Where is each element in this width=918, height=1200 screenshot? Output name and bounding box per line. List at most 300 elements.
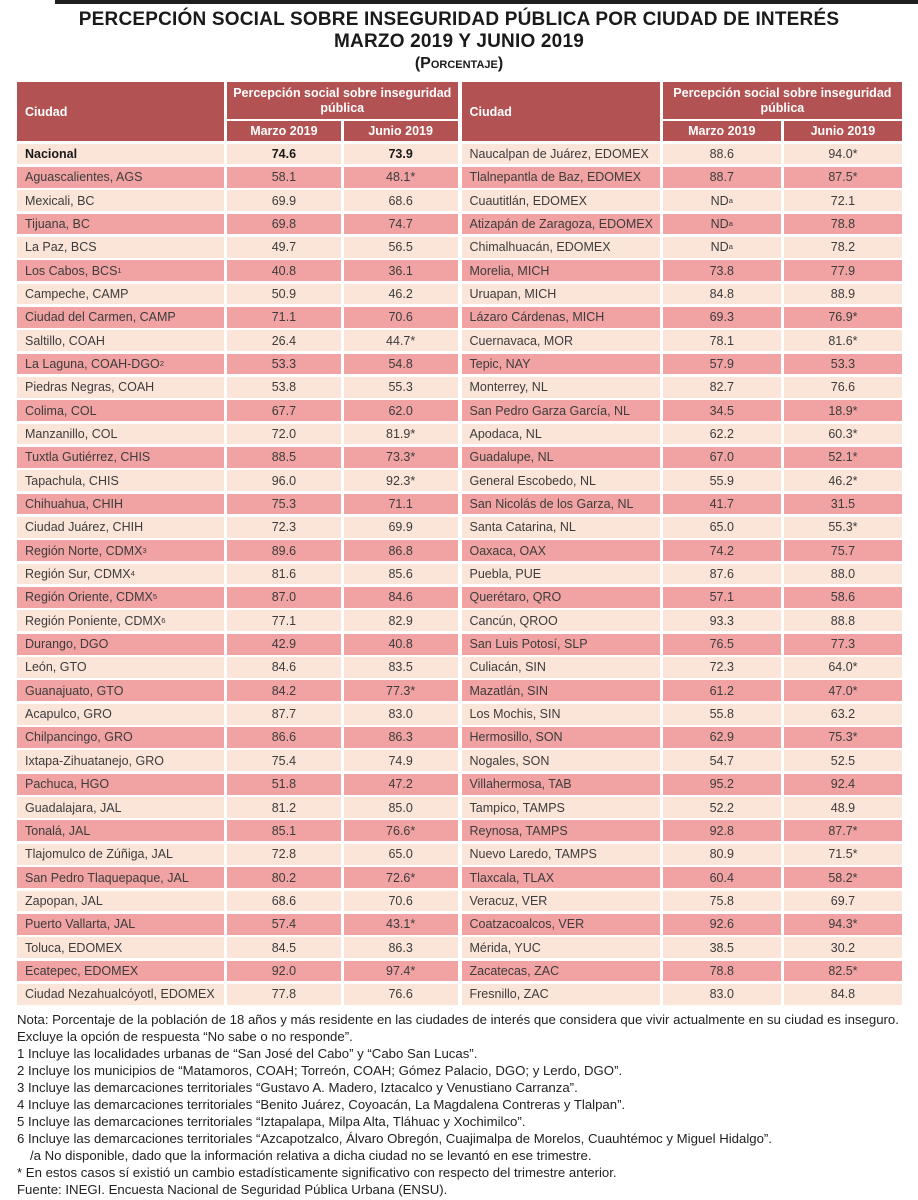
marzo-cell: 92.0 xyxy=(224,961,341,982)
junio-cell: 86.3 xyxy=(341,727,458,748)
marzo-cell: 26.4 xyxy=(224,330,341,351)
city-cell: Durango, DGO xyxy=(17,634,224,655)
junio-cell: 77.9 xyxy=(781,260,902,281)
marzo-cell: 42.9 xyxy=(224,634,341,655)
marzo-cell: 49.7 xyxy=(224,237,341,258)
table-row xyxy=(17,214,458,235)
table-row xyxy=(17,680,458,701)
city-cell: Región Sur, CDMX 4 xyxy=(17,564,224,585)
tables-container xyxy=(17,82,902,1005)
city-cell: Manzanillo, COL xyxy=(17,424,224,445)
city-cell: Chimalhuacán, EDOMEX xyxy=(462,237,660,258)
junio-cell: 88.0 xyxy=(781,564,902,585)
city-cell: Apodaca, NL xyxy=(462,424,660,445)
city-cell: Reynosa, TAMPS xyxy=(462,820,660,841)
marzo-cell: 40.8 xyxy=(224,260,341,281)
city-cell: Ecatepec, EDOMEX xyxy=(17,961,224,982)
footnote-line: 3 Incluye las demarcaciones territoriales “Gustavo A. Madero, Iztacalco y Venustiano Carranza”. xyxy=(17,1079,578,1095)
marzo-cell: 78.1 xyxy=(660,330,781,351)
marzo-cell: 55.9 xyxy=(660,470,781,491)
table-row xyxy=(17,424,458,445)
junio-cell: 46.2* xyxy=(781,470,902,491)
junio-cell: 78.8 xyxy=(781,214,902,235)
junio-cell: 74.7 xyxy=(341,214,458,235)
city-cell: Nogales, SON xyxy=(462,750,660,771)
city-cell: San Pedro Tlaquepaque, JAL xyxy=(17,867,224,888)
marzo-cell: 41.7 xyxy=(660,494,781,515)
table-row xyxy=(17,984,458,1005)
marzo-cell: 86.6 xyxy=(224,727,341,748)
city-cell: Ciudad Nezahualcóyotl, EDOMEX xyxy=(17,984,224,1005)
table-row xyxy=(462,167,903,188)
junio-cell: 74.9 xyxy=(341,750,458,771)
table-row xyxy=(462,260,903,281)
city-cell: Mexicali, BC xyxy=(17,190,224,211)
marzo-cell: 74.2 xyxy=(660,540,781,561)
table-row xyxy=(462,447,903,468)
table-row xyxy=(462,727,903,748)
marzo-cell: 58.1 xyxy=(224,167,341,188)
city-cell: Hermosillo, SON xyxy=(462,727,660,748)
marzo-cell: 89.6 xyxy=(224,540,341,561)
junio-cell: 88.9 xyxy=(781,284,902,305)
footnotes xyxy=(17,1011,902,1198)
table-right-header xyxy=(462,82,903,141)
city-cell: San Luis Potosí, SLP xyxy=(462,634,660,655)
page-subtitle: (Porcentaje) xyxy=(414,55,504,72)
table-row xyxy=(462,494,903,515)
junio-cell: 72.1 xyxy=(781,190,902,211)
city-cell: Puebla, PUE xyxy=(462,564,660,585)
marzo-cell: 96.0 xyxy=(224,470,341,491)
marzo-cell: 69.3 xyxy=(660,307,781,328)
city-cell: Tlaxcala, TLAX xyxy=(462,867,660,888)
top-border-strip xyxy=(55,0,918,4)
junio-cell: 85.6 xyxy=(341,564,458,585)
marzo-cell: 61.2 xyxy=(660,680,781,701)
city-cell: Aguascalientes, AGS xyxy=(17,167,224,188)
footnote-line: 5 Incluye las demarcaciones territoriales “Iztapalapa, Milpa Alta, Tláhuac y Xochimilco”. xyxy=(17,1113,526,1129)
marzo-cell: ND a xyxy=(660,237,781,258)
table-row xyxy=(17,190,458,211)
junio-cell: 46.2 xyxy=(341,284,458,305)
table-row xyxy=(462,914,903,935)
marzo-cell: 75.8 xyxy=(660,891,781,912)
city-cell: Colima, COL xyxy=(17,400,224,421)
table-right xyxy=(462,82,903,1005)
junio-cell: 92.4 xyxy=(781,774,902,795)
footnote-line: Nota: Porcentaje de la población de 18 años y más residente en las ciudades de interés que considera que vivir actualmente en su ciudad es inseguro. Excluye la opción de respuesta “No sabe o no responde”. xyxy=(17,1011,899,1044)
marzo-cell: 62.9 xyxy=(660,727,781,748)
footnote-line: 2 Incluye los municipios de “Matamoros, COAH; Torreón, COAH; Gómez Palacio, DGO; y Lerdo, DGO”. xyxy=(17,1062,623,1078)
table-row xyxy=(462,424,903,445)
city-cell: Región Oriente, CDMX 5 xyxy=(17,587,224,608)
marzo-cell: 87.7 xyxy=(224,704,341,725)
city-cell: Fresnillo, ZAC xyxy=(462,984,660,1005)
junio-cell: 55.3 xyxy=(341,377,458,398)
city-cell: Nacional xyxy=(17,144,224,165)
city-cell: Chihuahua, CHIH xyxy=(17,494,224,515)
junio-cell: 36.1 xyxy=(341,260,458,281)
city-cell: Ciudad del Carmen, CAMP xyxy=(17,307,224,328)
city-cell: Coatzacoalcos, VER xyxy=(462,914,660,935)
marzo-cell: 57.1 xyxy=(660,587,781,608)
marzo-cell: ND a xyxy=(660,190,781,211)
city-cell: Los Mochis, SIN xyxy=(462,704,660,725)
table-row xyxy=(17,937,458,958)
junio-cell: 71.1 xyxy=(341,494,458,515)
marzo-cell: ND a xyxy=(660,214,781,235)
city-cell: León, GTO xyxy=(17,657,224,678)
junio-cell: 47.2 xyxy=(341,774,458,795)
city-cell: Tijuana, BC xyxy=(17,214,224,235)
junio-cell: 83.5 xyxy=(341,657,458,678)
marzo-cell: 71.1 xyxy=(224,307,341,328)
table-row xyxy=(462,540,903,561)
junio-cell: 47.0* xyxy=(781,680,902,701)
city-cell: Naucalpan de Juárez, EDOMEX xyxy=(462,144,660,165)
marzo-cell: 88.6 xyxy=(660,144,781,165)
footnote-line: * En estos casos sí existió un cambio estadísticamente significativo con respecto del trimestre anterior. xyxy=(17,1164,617,1180)
marzo-cell: 54.7 xyxy=(660,750,781,771)
junio-cell: 58.6 xyxy=(781,587,902,608)
marzo-cell: 67.7 xyxy=(224,400,341,421)
marzo-cell: 52.2 xyxy=(660,797,781,818)
city-cell: Mérida, YUC xyxy=(462,937,660,958)
junio-cell: 75.7 xyxy=(781,540,902,561)
table-row xyxy=(17,704,458,725)
marzo-cell: 77.8 xyxy=(224,984,341,1005)
city-cell: Mazatlán, SIN xyxy=(462,680,660,701)
city-cell: Guanajuato, GTO xyxy=(17,680,224,701)
marzo-cell: 81.6 xyxy=(224,564,341,585)
title-block xyxy=(0,0,918,74)
table-row xyxy=(462,820,903,841)
marzo-cell: 92.8 xyxy=(660,820,781,841)
city-cell: Atizapán de Zaragoza, EDOMEX xyxy=(462,214,660,235)
footnote-line: Fuente: INEGI. Encuesta Nacional de Seguridad Pública Urbana (ENSU). xyxy=(17,1181,448,1197)
table-row xyxy=(462,797,903,818)
marzo-cell: 80.9 xyxy=(660,844,781,865)
column-header-marzo: Marzo 2019 xyxy=(227,121,341,141)
junio-cell: 70.6 xyxy=(341,307,458,328)
table-row xyxy=(462,891,903,912)
city-cell: Cuernavaca, MOR xyxy=(462,330,660,351)
marzo-cell: 93.3 xyxy=(660,610,781,631)
marzo-cell: 51.8 xyxy=(224,774,341,795)
table-row xyxy=(17,354,458,375)
city-cell: Zapopan, JAL xyxy=(17,891,224,912)
city-cell: Oaxaca, OAX xyxy=(462,540,660,561)
table-row xyxy=(17,774,458,795)
marzo-cell: 77.1 xyxy=(224,610,341,631)
marzo-cell: 84.5 xyxy=(224,937,341,958)
marzo-cell: 73.8 xyxy=(660,260,781,281)
city-cell: Saltillo, COAH xyxy=(17,330,224,351)
marzo-cell: 72.8 xyxy=(224,844,341,865)
table-row xyxy=(462,844,903,865)
table-row xyxy=(17,470,458,491)
table-row xyxy=(17,330,458,351)
table-left xyxy=(17,82,458,1005)
table-row xyxy=(17,517,458,538)
city-cell: Tapachula, CHIS xyxy=(17,470,224,491)
marzo-cell: 75.3 xyxy=(224,494,341,515)
city-cell: Campeche, CAMP xyxy=(17,284,224,305)
city-cell: Chilpancingo, GRO xyxy=(17,727,224,748)
junio-cell: 76.6 xyxy=(781,377,902,398)
table-row xyxy=(462,354,903,375)
city-cell: Tlalnepantla de Baz, EDOMEX xyxy=(462,167,660,188)
city-cell: Querétaro, QRO xyxy=(462,587,660,608)
marzo-cell: 50.9 xyxy=(224,284,341,305)
city-cell: San Pedro Garza García, NL xyxy=(462,400,660,421)
junio-cell: 55.3* xyxy=(781,517,902,538)
junio-cell: 97.4* xyxy=(341,961,458,982)
junio-cell: 82.9 xyxy=(341,610,458,631)
marzo-cell: 68.6 xyxy=(224,891,341,912)
table-row xyxy=(462,470,903,491)
city-cell: Tampico, TAMPS xyxy=(462,797,660,818)
table-row xyxy=(17,727,458,748)
table-row xyxy=(17,820,458,841)
junio-cell: 52.5 xyxy=(781,750,902,771)
junio-cell: 92.3* xyxy=(341,470,458,491)
table-row xyxy=(462,144,903,165)
junio-cell: 84.8 xyxy=(781,984,902,1005)
junio-cell: 48.1* xyxy=(341,167,458,188)
junio-cell: 72.6* xyxy=(341,867,458,888)
table-row xyxy=(462,937,903,958)
column-header-ciudad: Ciudad xyxy=(17,82,224,141)
junio-cell: 76.9* xyxy=(781,307,902,328)
junio-cell: 77.3 xyxy=(781,634,902,655)
marzo-cell: 69.8 xyxy=(224,214,341,235)
junio-cell: 69.9 xyxy=(341,517,458,538)
junio-cell: 30.2 xyxy=(781,937,902,958)
junio-cell: 63.2 xyxy=(781,704,902,725)
city-cell: Guadalupe, NL xyxy=(462,447,660,468)
junio-cell: 78.2 xyxy=(781,237,902,258)
junio-cell: 77.3* xyxy=(341,680,458,701)
marzo-cell: 69.9 xyxy=(224,190,341,211)
table-row xyxy=(17,540,458,561)
table-row xyxy=(462,190,903,211)
table-row xyxy=(462,867,903,888)
table-row xyxy=(462,774,903,795)
junio-cell: 58.2* xyxy=(781,867,902,888)
column-header-ciudad: Ciudad xyxy=(462,82,660,141)
junio-cell: 81.9* xyxy=(341,424,458,445)
table-row xyxy=(462,564,903,585)
city-cell: Lázaro Cárdenas, MICH xyxy=(462,307,660,328)
table-row xyxy=(462,237,903,258)
city-cell: Ciudad Juárez, CHIH xyxy=(17,517,224,538)
city-cell: Culiacán, SIN xyxy=(462,657,660,678)
city-cell: Región Norte, CDMX 3 xyxy=(17,540,224,561)
table-row xyxy=(17,797,458,818)
junio-cell: 86.8 xyxy=(341,540,458,561)
marzo-cell: 67.0 xyxy=(660,447,781,468)
marzo-cell: 38.5 xyxy=(660,937,781,958)
marzo-cell: 65.0 xyxy=(660,517,781,538)
marzo-cell: 78.8 xyxy=(660,961,781,982)
table-left-header xyxy=(17,82,458,141)
junio-cell: 87.5* xyxy=(781,167,902,188)
junio-cell: 60.3* xyxy=(781,424,902,445)
table-left-body xyxy=(17,144,458,1005)
marzo-cell: 62.2 xyxy=(660,424,781,445)
city-cell: La Paz, BCS xyxy=(17,237,224,258)
junio-cell: 68.6 xyxy=(341,190,458,211)
marzo-cell: 72.0 xyxy=(224,424,341,445)
column-header-junio: Junio 2019 xyxy=(341,121,458,141)
marzo-cell: 82.7 xyxy=(660,377,781,398)
city-cell: Guadalajara, JAL xyxy=(17,797,224,818)
marzo-cell: 55.8 xyxy=(660,704,781,725)
junio-cell: 94.0* xyxy=(781,144,902,165)
marzo-cell: 80.2 xyxy=(224,867,341,888)
city-cell: Cancún, QROO xyxy=(462,610,660,631)
city-cell: Los Cabos, BCS 1 xyxy=(17,260,224,281)
city-cell: Acapulco, GRO xyxy=(17,704,224,725)
table-row xyxy=(17,844,458,865)
junio-cell: 44.7* xyxy=(341,330,458,351)
table-row xyxy=(17,167,458,188)
junio-cell: 76.6* xyxy=(341,820,458,841)
page-title-line2: MARZO 2019 Y JUNIO 2019 xyxy=(334,31,584,52)
table-row xyxy=(17,587,458,608)
table-row xyxy=(17,144,458,165)
marzo-cell: 57.4 xyxy=(224,914,341,935)
marzo-cell: 81.2 xyxy=(224,797,341,818)
table-row xyxy=(462,587,903,608)
city-cell: Monterrey, NL xyxy=(462,377,660,398)
junio-cell: 62.0 xyxy=(341,400,458,421)
marzo-cell: 57.9 xyxy=(660,354,781,375)
junio-cell: 56.5 xyxy=(341,237,458,258)
table-row xyxy=(17,891,458,912)
junio-cell: 85.0 xyxy=(341,797,458,818)
table-row xyxy=(462,704,903,725)
city-cell: Santa Catarina, NL xyxy=(462,517,660,538)
junio-cell: 69.7 xyxy=(781,891,902,912)
table-row xyxy=(462,961,903,982)
marzo-cell: 95.2 xyxy=(660,774,781,795)
city-cell: Ixtapa-Zihuatanejo, GRO xyxy=(17,750,224,771)
marzo-cell: 53.3 xyxy=(224,354,341,375)
table-row xyxy=(462,610,903,631)
marzo-cell: 75.4 xyxy=(224,750,341,771)
table-row xyxy=(462,307,903,328)
footnote-line: 4 Incluye las demarcaciones territoriales “Benito Juárez, Coyoacán, La Magdalena Contreras y Tlalpan”. xyxy=(17,1096,626,1112)
marzo-cell: 84.2 xyxy=(224,680,341,701)
city-cell: Pachuca, HGO xyxy=(17,774,224,795)
junio-cell: 18.9* xyxy=(781,400,902,421)
table-row xyxy=(462,634,903,655)
table-row xyxy=(462,750,903,771)
junio-cell: 43.1* xyxy=(341,914,458,935)
page-title-line1: PERCEPCIÓN SOCIAL SOBRE INSEGURIDAD PÚBLICA POR CIUDAD DE INTERÉS xyxy=(78,9,840,30)
city-cell: San Nicolás de los Garza, NL xyxy=(462,494,660,515)
column-header-group: Percepción social sobre inseguridad pública xyxy=(663,82,902,119)
marzo-cell: 85.1 xyxy=(224,820,341,841)
table-row xyxy=(17,867,458,888)
city-cell: La Laguna, COAH-DGO 2 xyxy=(17,354,224,375)
table-row xyxy=(462,517,903,538)
city-cell: Nuevo Laredo, TAMPS xyxy=(462,844,660,865)
marzo-cell: 84.8 xyxy=(660,284,781,305)
junio-cell: 64.0* xyxy=(781,657,902,678)
table-row xyxy=(462,214,903,235)
table-row xyxy=(17,564,458,585)
junio-cell: 87.7* xyxy=(781,820,902,841)
city-cell: Zacatecas, ZAC xyxy=(462,961,660,982)
city-cell: Toluca, EDOMEX xyxy=(17,937,224,958)
column-header-group: Percepción social sobre inseguridad pública xyxy=(227,82,457,119)
table-row xyxy=(17,634,458,655)
junio-cell: 71.5* xyxy=(781,844,902,865)
table-row xyxy=(17,400,458,421)
table-row xyxy=(17,750,458,771)
junio-cell: 94.3* xyxy=(781,914,902,935)
table-row xyxy=(17,307,458,328)
junio-cell: 40.8 xyxy=(341,634,458,655)
marzo-cell: 72.3 xyxy=(224,517,341,538)
table-row xyxy=(462,400,903,421)
junio-cell: 54.8 xyxy=(341,354,458,375)
table-row xyxy=(462,657,903,678)
marzo-cell: 83.0 xyxy=(660,984,781,1005)
city-cell: Uruapan, MICH xyxy=(462,284,660,305)
table-row xyxy=(462,680,903,701)
table-row xyxy=(17,377,458,398)
city-cell: Tonalá, JAL xyxy=(17,820,224,841)
marzo-cell: 92.6 xyxy=(660,914,781,935)
city-cell: Villahermosa, TAB xyxy=(462,774,660,795)
city-cell: Puerto Vallarta, JAL xyxy=(17,914,224,935)
table-row xyxy=(462,330,903,351)
junio-cell: 52.1* xyxy=(781,447,902,468)
junio-cell: 82.5* xyxy=(781,961,902,982)
city-cell: Tepic, NAY xyxy=(462,354,660,375)
table-row xyxy=(462,984,903,1005)
table-row xyxy=(17,260,458,281)
footnote-line: 1 Incluye las localidades urbanas de “San José del Cabo” y “Cabo San Lucas”. xyxy=(17,1045,478,1061)
city-cell: Veracuz, VER xyxy=(462,891,660,912)
table-right-body xyxy=(462,144,903,1005)
junio-cell: 88.8 xyxy=(781,610,902,631)
marzo-cell: 34.5 xyxy=(660,400,781,421)
table-row xyxy=(17,610,458,631)
junio-cell: 65.0 xyxy=(341,844,458,865)
city-cell: Cuautitlán, EDOMEX xyxy=(462,190,660,211)
marzo-cell: 88.5 xyxy=(224,447,341,468)
column-header-marzo: Marzo 2019 xyxy=(663,121,781,141)
city-cell: General Escobedo, NL xyxy=(462,470,660,491)
junio-cell: 81.6* xyxy=(781,330,902,351)
city-cell: Tuxtla Gutiérrez, CHIS xyxy=(17,447,224,468)
table-row xyxy=(17,494,458,515)
junio-cell: 75.3* xyxy=(781,727,902,748)
table-row xyxy=(462,284,903,305)
marzo-cell: 74.6 xyxy=(224,144,341,165)
marzo-cell: 72.3 xyxy=(660,657,781,678)
footnote-line: 6 Incluye las demarcaciones territoriales “Azcapotzalco, Álvaro Obregón, Cuajimalpa de Morelos, Cuauhtémoc y Miguel Hidalgo”. xyxy=(17,1130,772,1146)
table-row xyxy=(17,284,458,305)
city-cell: Tlajomulco de Zúñiga, JAL xyxy=(17,844,224,865)
junio-cell: 73.3* xyxy=(341,447,458,468)
